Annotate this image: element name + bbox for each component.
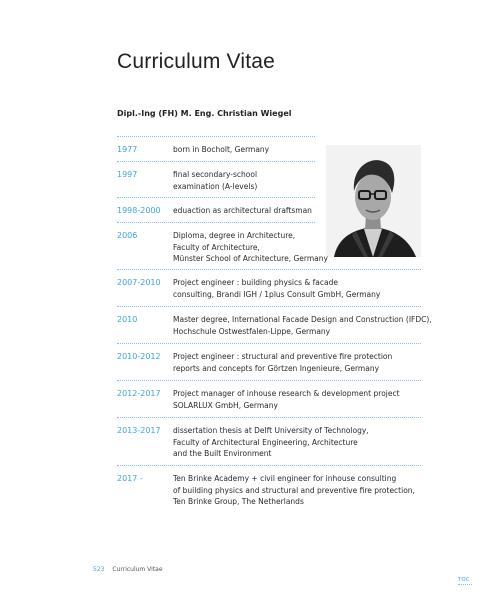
cv-timeline — [117, 136, 432, 513]
page-title: Curriculum Vitae — [117, 50, 276, 73]
cv-entry — [117, 197, 315, 222]
cv-entry-year: 2013-2017 — [117, 426, 161, 435]
cv-entry-description: Project engineer : structural and preventive fire protection reports and concepts for Görtzen Ingenieure, Germany — [173, 352, 393, 373]
cv-entry-year: 2017 - — [117, 474, 143, 483]
cv-entry-description: born in Bocholt, Germany — [173, 145, 270, 154]
footer-section-title: Curriculum Vitae — [112, 566, 163, 573]
cv-entry-year: 1977 — [117, 145, 138, 154]
cv-entry — [117, 161, 315, 197]
cv-entry-description: Project manager of inhouse research & development project SOLARLUX GmbH, Germany — [173, 389, 400, 410]
cv-entry — [117, 465, 421, 513]
cv-entry — [117, 417, 421, 465]
cv-entry — [117, 306, 432, 343]
cv-entry — [117, 380, 421, 417]
cv-entry-description: Ten Brinke Academy + civil engineer for inhouse consulting of building physics and structural and preventive fire protection, Ten Brinke Group, The Netherlands — [173, 474, 415, 506]
cv-entry-year: 1997 — [117, 170, 138, 179]
cv-entry — [117, 136, 315, 161]
cv-entry-description: Project engineer : building physics & facade consulting, Brandi IGH / 1plus Consult GmbH, Germany — [173, 278, 381, 299]
page-footer — [93, 566, 163, 573]
cv-entry — [117, 222, 328, 269]
cv-entry-year: 2010 — [117, 315, 138, 324]
cv-entry-description: Master degree, International Facade Design and Construction (IFDC), Hochschule Ostwestfalen-Lippe, Germany — [173, 315, 432, 336]
cv-entry-year: 2007-2010 — [117, 278, 161, 287]
cv-entry-description: Diploma, degree in Architecture, Faculty of Architecture, Münster School of Architecture, Germany — [173, 231, 328, 263]
cv-entry-year: 2010-2012 — [117, 352, 161, 361]
page-number: 523 — [93, 566, 105, 573]
cv-entry-year: 2006 — [117, 231, 138, 240]
cv-entry-description: dissertation thesis at Delft University of Technology, Faculty of Architectural Engineering, Architecture and the Built Environment — [173, 426, 369, 458]
cv-entry-description: final secondary-school examination (A-levels) — [173, 170, 258, 191]
cv-entry — [117, 269, 421, 306]
cv-entry-description: eduaction as architectural draftsman — [173, 206, 312, 215]
person-name: Dipl.-Ing (FH) M. Eng. Christian Wiegel — [117, 109, 292, 118]
cv-entry — [117, 343, 421, 380]
cv-entry-year: 2012-2017 — [117, 389, 161, 398]
cv-entry-year: 1998-2000 — [117, 206, 161, 215]
toc-link[interactable]: TOC — [458, 577, 472, 585]
